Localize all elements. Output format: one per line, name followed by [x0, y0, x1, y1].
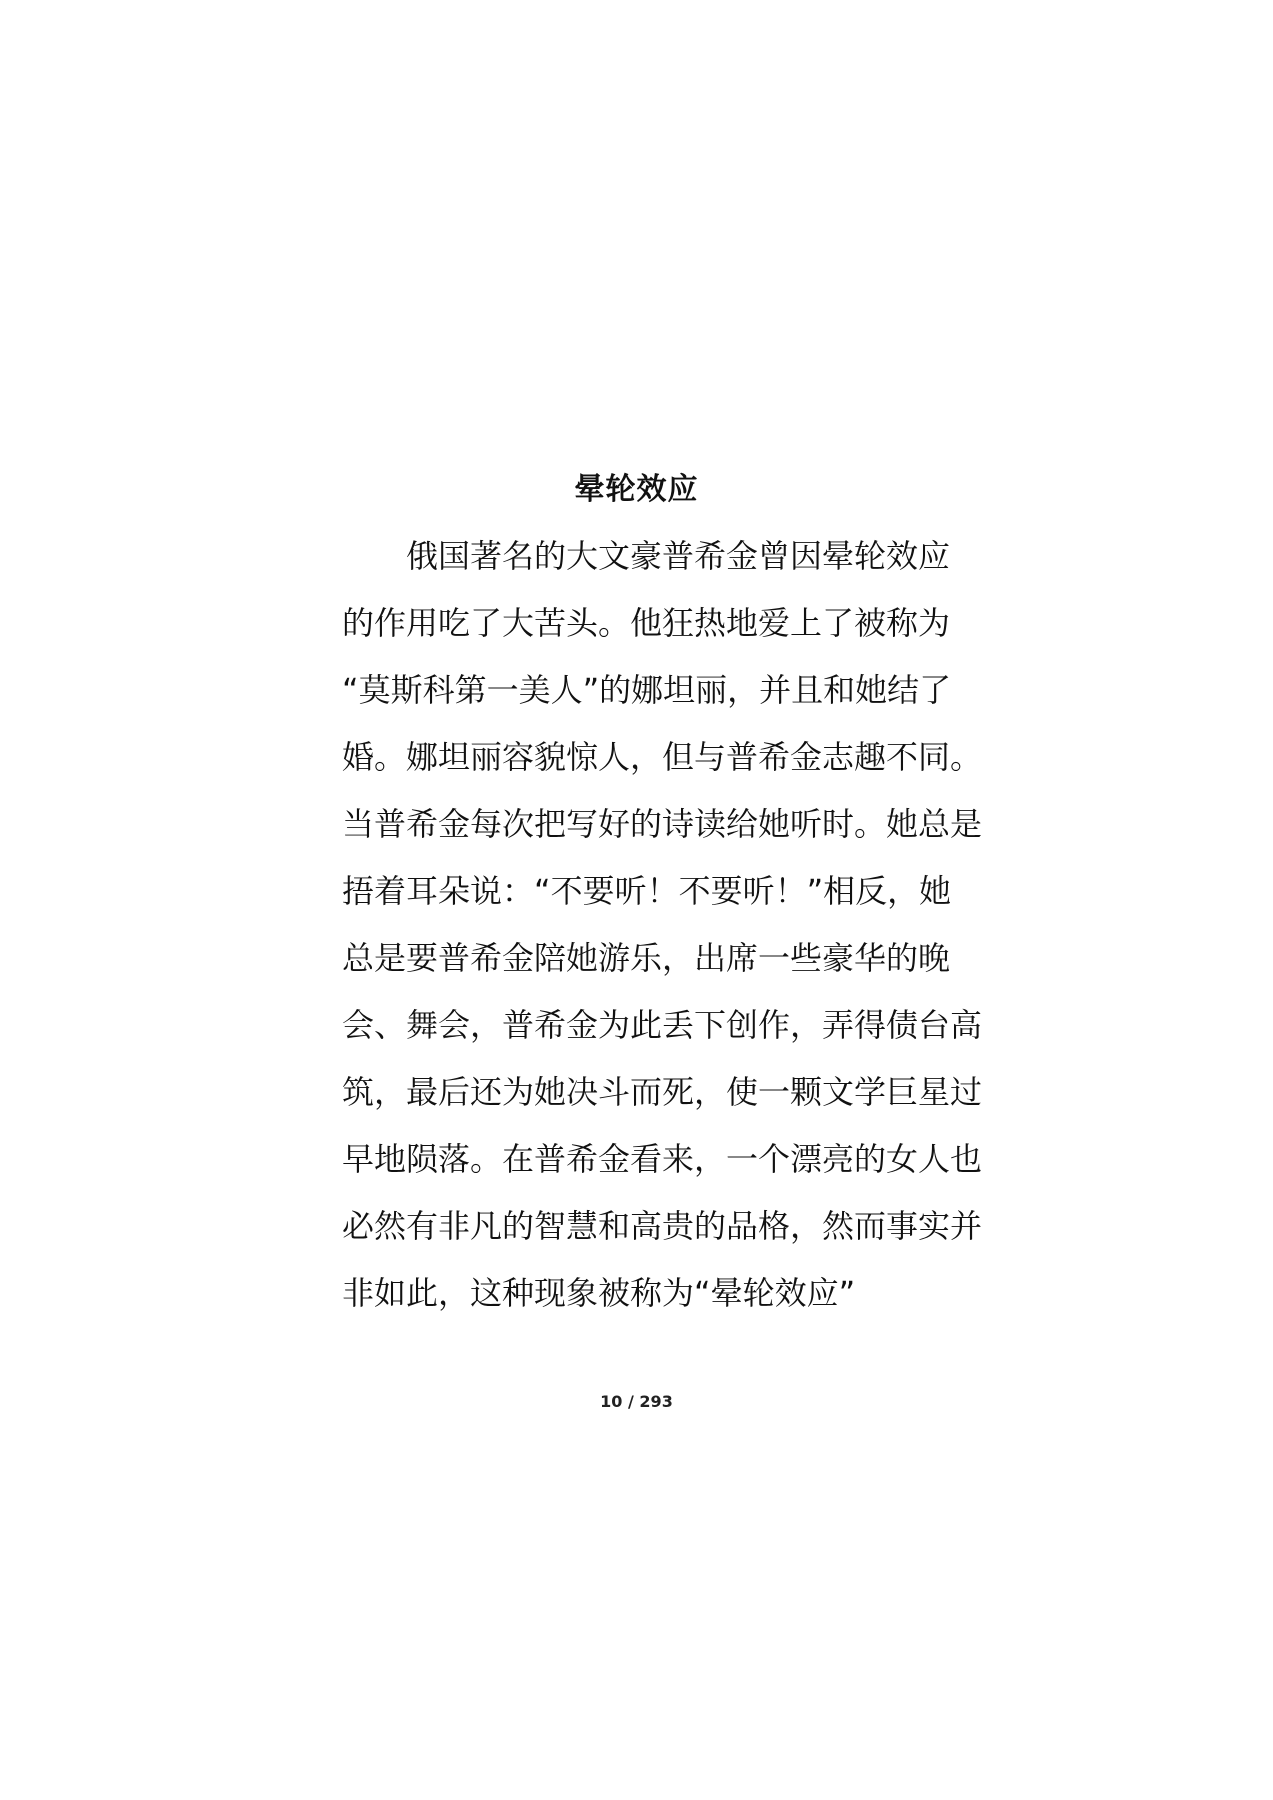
document-title: 晕轮效应 — [574, 472, 699, 507]
page-number: 10 / 293 — [600, 1392, 673, 1411]
paragraph-line: “莫斯科第一美人”的娜坦丽，并且和她结了 — [342, 671, 952, 709]
paragraph-line: 捂着耳朵说：“不要听！不要听！”相反，她 — [342, 872, 952, 910]
paragraph-line: 当普希金每次把写好的诗读给她听时。她总是 — [342, 805, 983, 843]
paragraph-line: 俄国著名的大文豪普希金曾因晕轮效应 — [406, 537, 951, 575]
paragraph-line: 会、舞会，普希金为此丢下创作，弄得债台高 — [342, 1006, 983, 1044]
paragraph-line: 筑，最后还为她决斗而死，使一颗文学巨星过 — [342, 1073, 983, 1111]
paragraph-line: 非如此，这种现象被称为“晕轮效应” — [342, 1274, 856, 1312]
paragraph-line: 早地陨落。在普希金看来，一个漂亮的女人也 — [342, 1140, 983, 1178]
paragraph-line: 婚。娜坦丽容貌惊人，但与普希金志趣不同。 — [342, 738, 983, 776]
paragraph-line: 必然有非凡的智慧和高贵的品格，然而事实并 — [342, 1207, 983, 1245]
paragraph-line: 总是要普希金陪她游乐，出席一些豪华的晚 — [342, 939, 951, 977]
body-paragraph — [342, 532, 983, 1336]
paragraph-line: 的作用吃了大苦头。他狂热地爱上了被称为 — [342, 604, 951, 642]
